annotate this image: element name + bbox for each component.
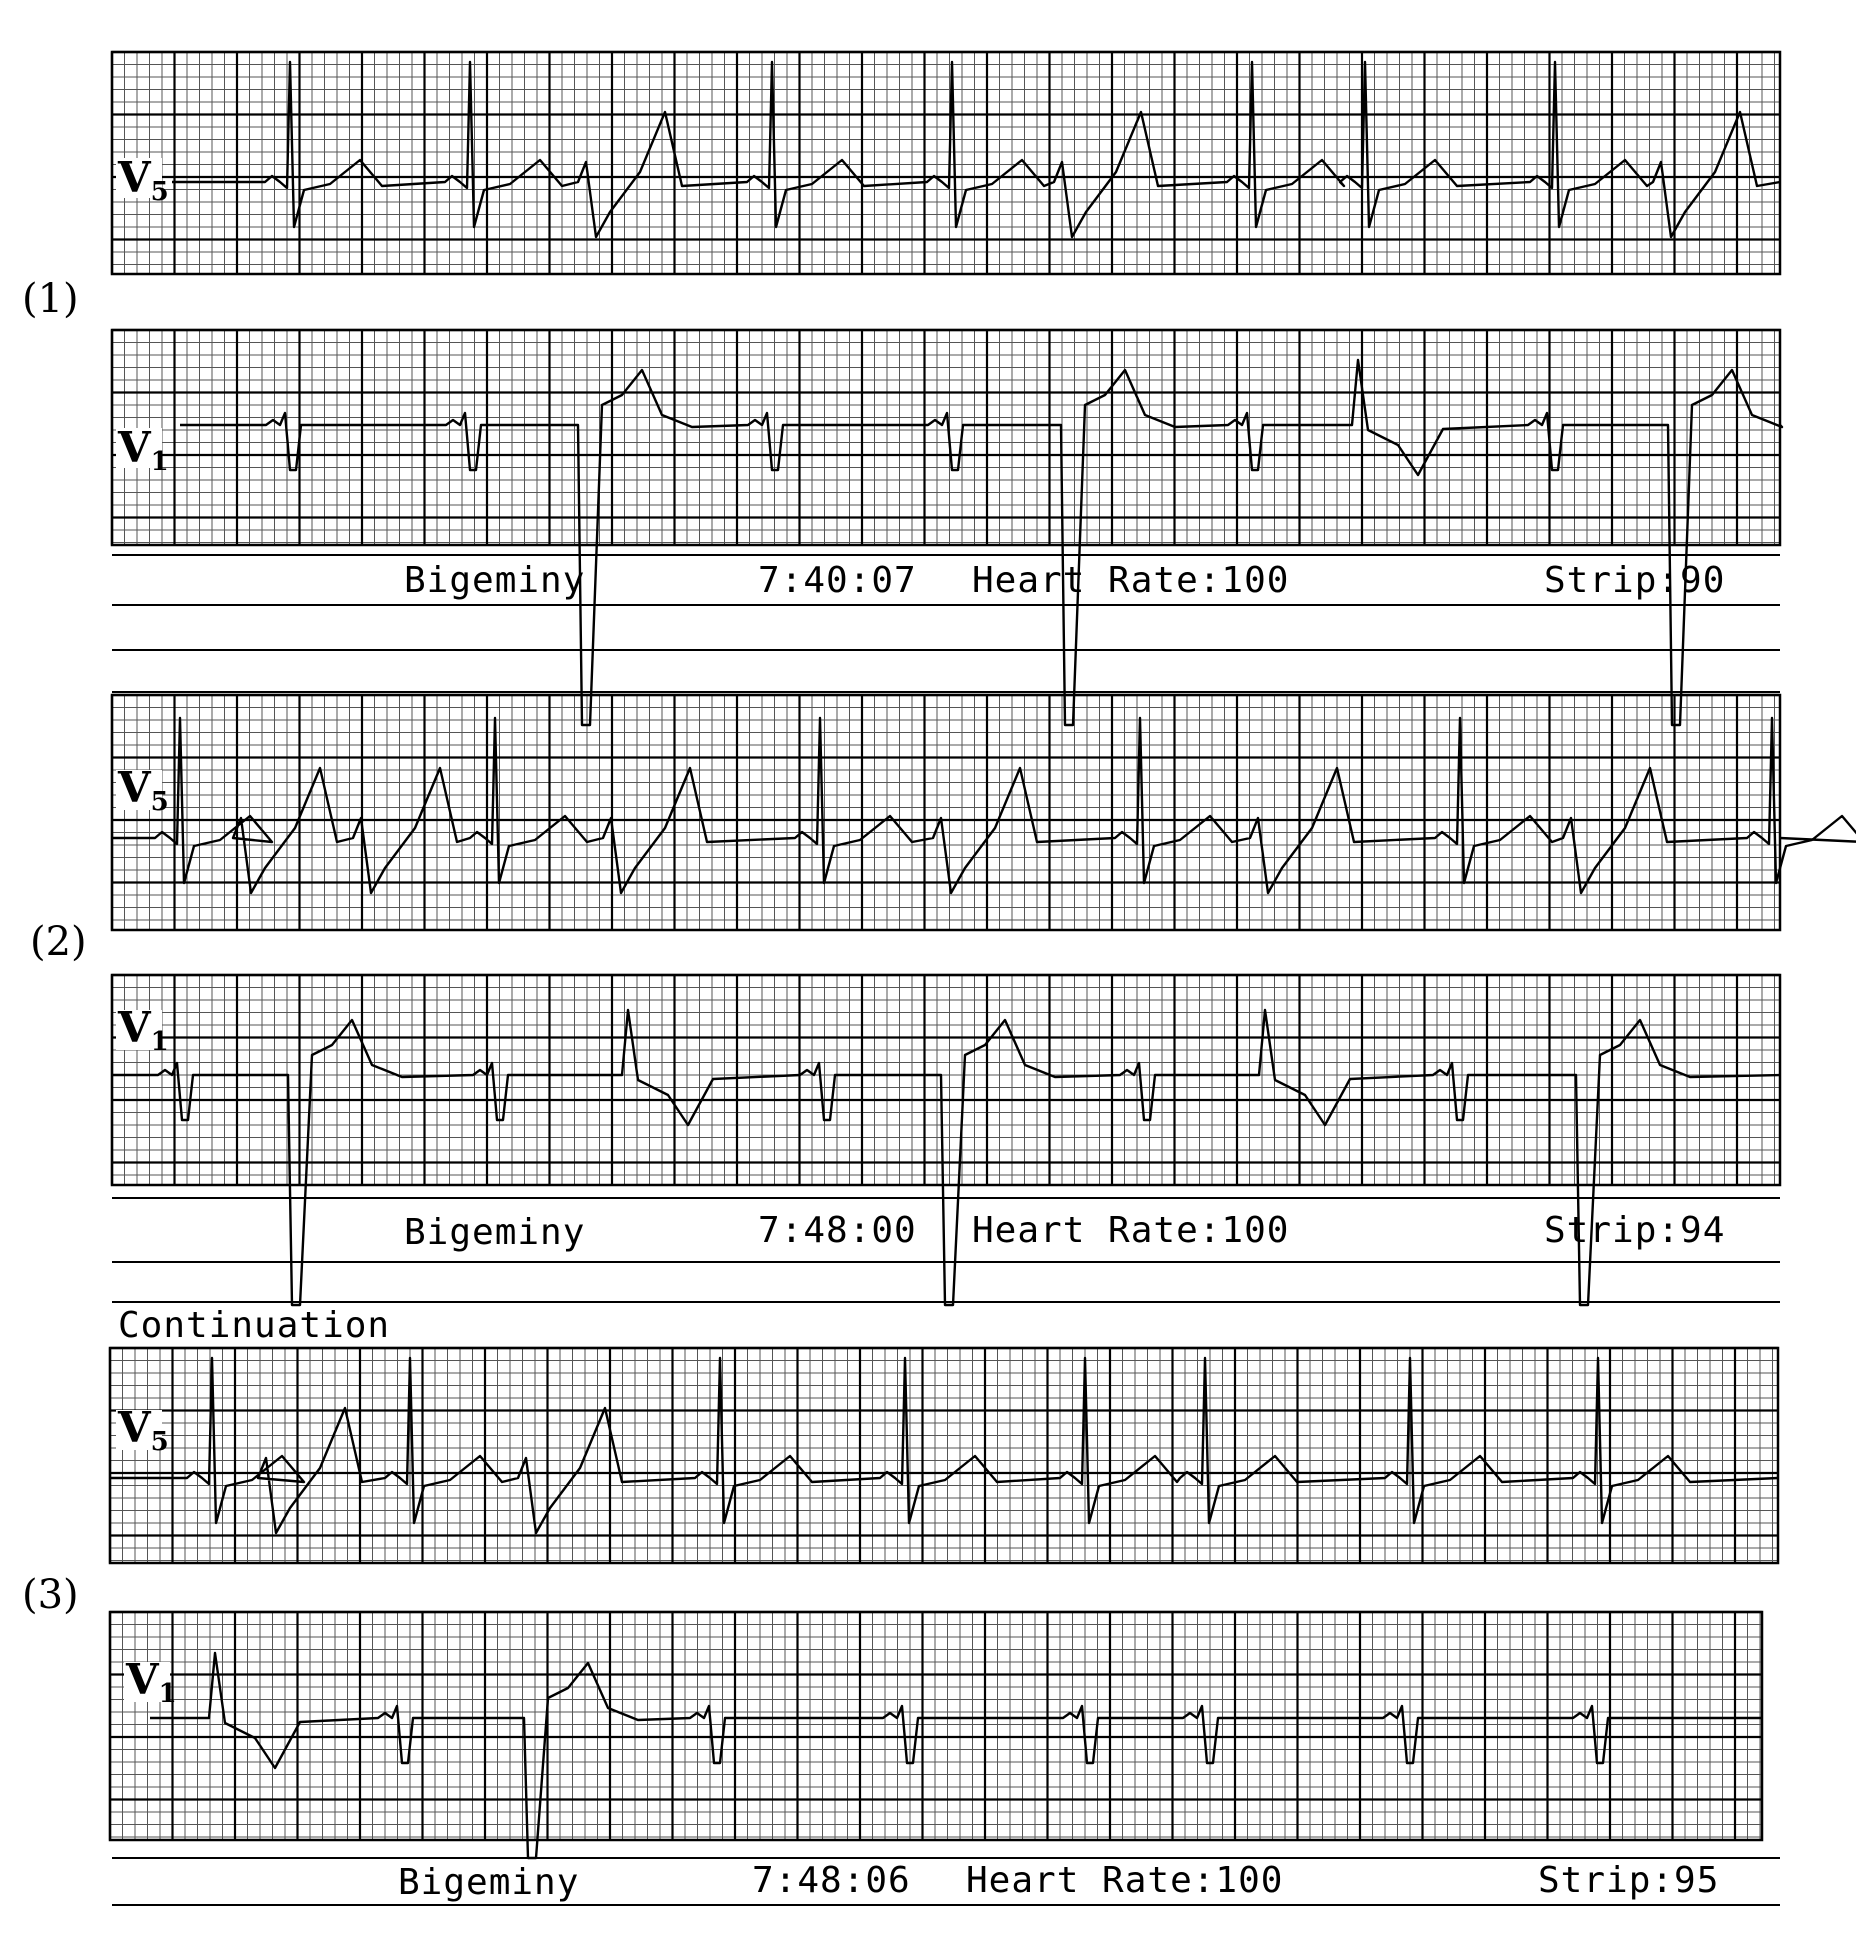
time-label-s2: 7:48:00 [758,1210,917,1251]
trace-s3-v1 [150,1653,1762,1858]
heart-rate-label-s3: Heart Rate:100 [966,1860,1284,1901]
grid-panel-6 [110,1612,1762,1840]
section-label-3: (3) [22,1572,79,1618]
lead-label-s2-top: V5 [118,763,169,817]
continuation-label: Continuation [118,1305,391,1346]
ecg-grid-paper [110,52,1780,1840]
heart-rate-label-s1: Heart Rate:100 [972,560,1290,601]
section-label-2: (2) [30,919,87,965]
strip-number-label-s3: Strip:95 [1538,1860,1720,1901]
rhythm-label-s2: Bigeminy [404,1212,586,1253]
strip-number-label-s1: Strip:90 [1544,560,1726,601]
lead-label-s1-top: V5 [118,153,169,207]
grid-panel-5 [110,1348,1778,1563]
lead-label-s1-bottom: V1 [118,423,169,477]
heart-rate-label-s2: Heart Rate:100 [972,1210,1290,1251]
time-label-s3: 7:48:06 [752,1860,911,1901]
time-label-s1: 7:40:07 [758,560,917,601]
grid-panel-3 [112,695,1780,930]
rhythm-label-s1: Bigeminy [404,560,586,601]
trace-s2-v5 [112,718,1856,893]
lead-label-s2-bottom: V1 [118,1003,169,1057]
ecg-traces [110,62,1856,1858]
section-label-1: (1) [22,276,79,322]
grid-panel-4 [112,975,1780,1185]
lead-label-s3-bottom: V1 [126,1655,177,1709]
lead-label-s3-top: V5 [118,1403,169,1457]
trace-s1-v5 [172,62,1780,237]
strip-number-label-s2: Strip:94 [1544,1210,1726,1251]
rhythm-label-s3: Bigeminy [398,1862,580,1903]
grid-panel-2 [112,330,1780,545]
